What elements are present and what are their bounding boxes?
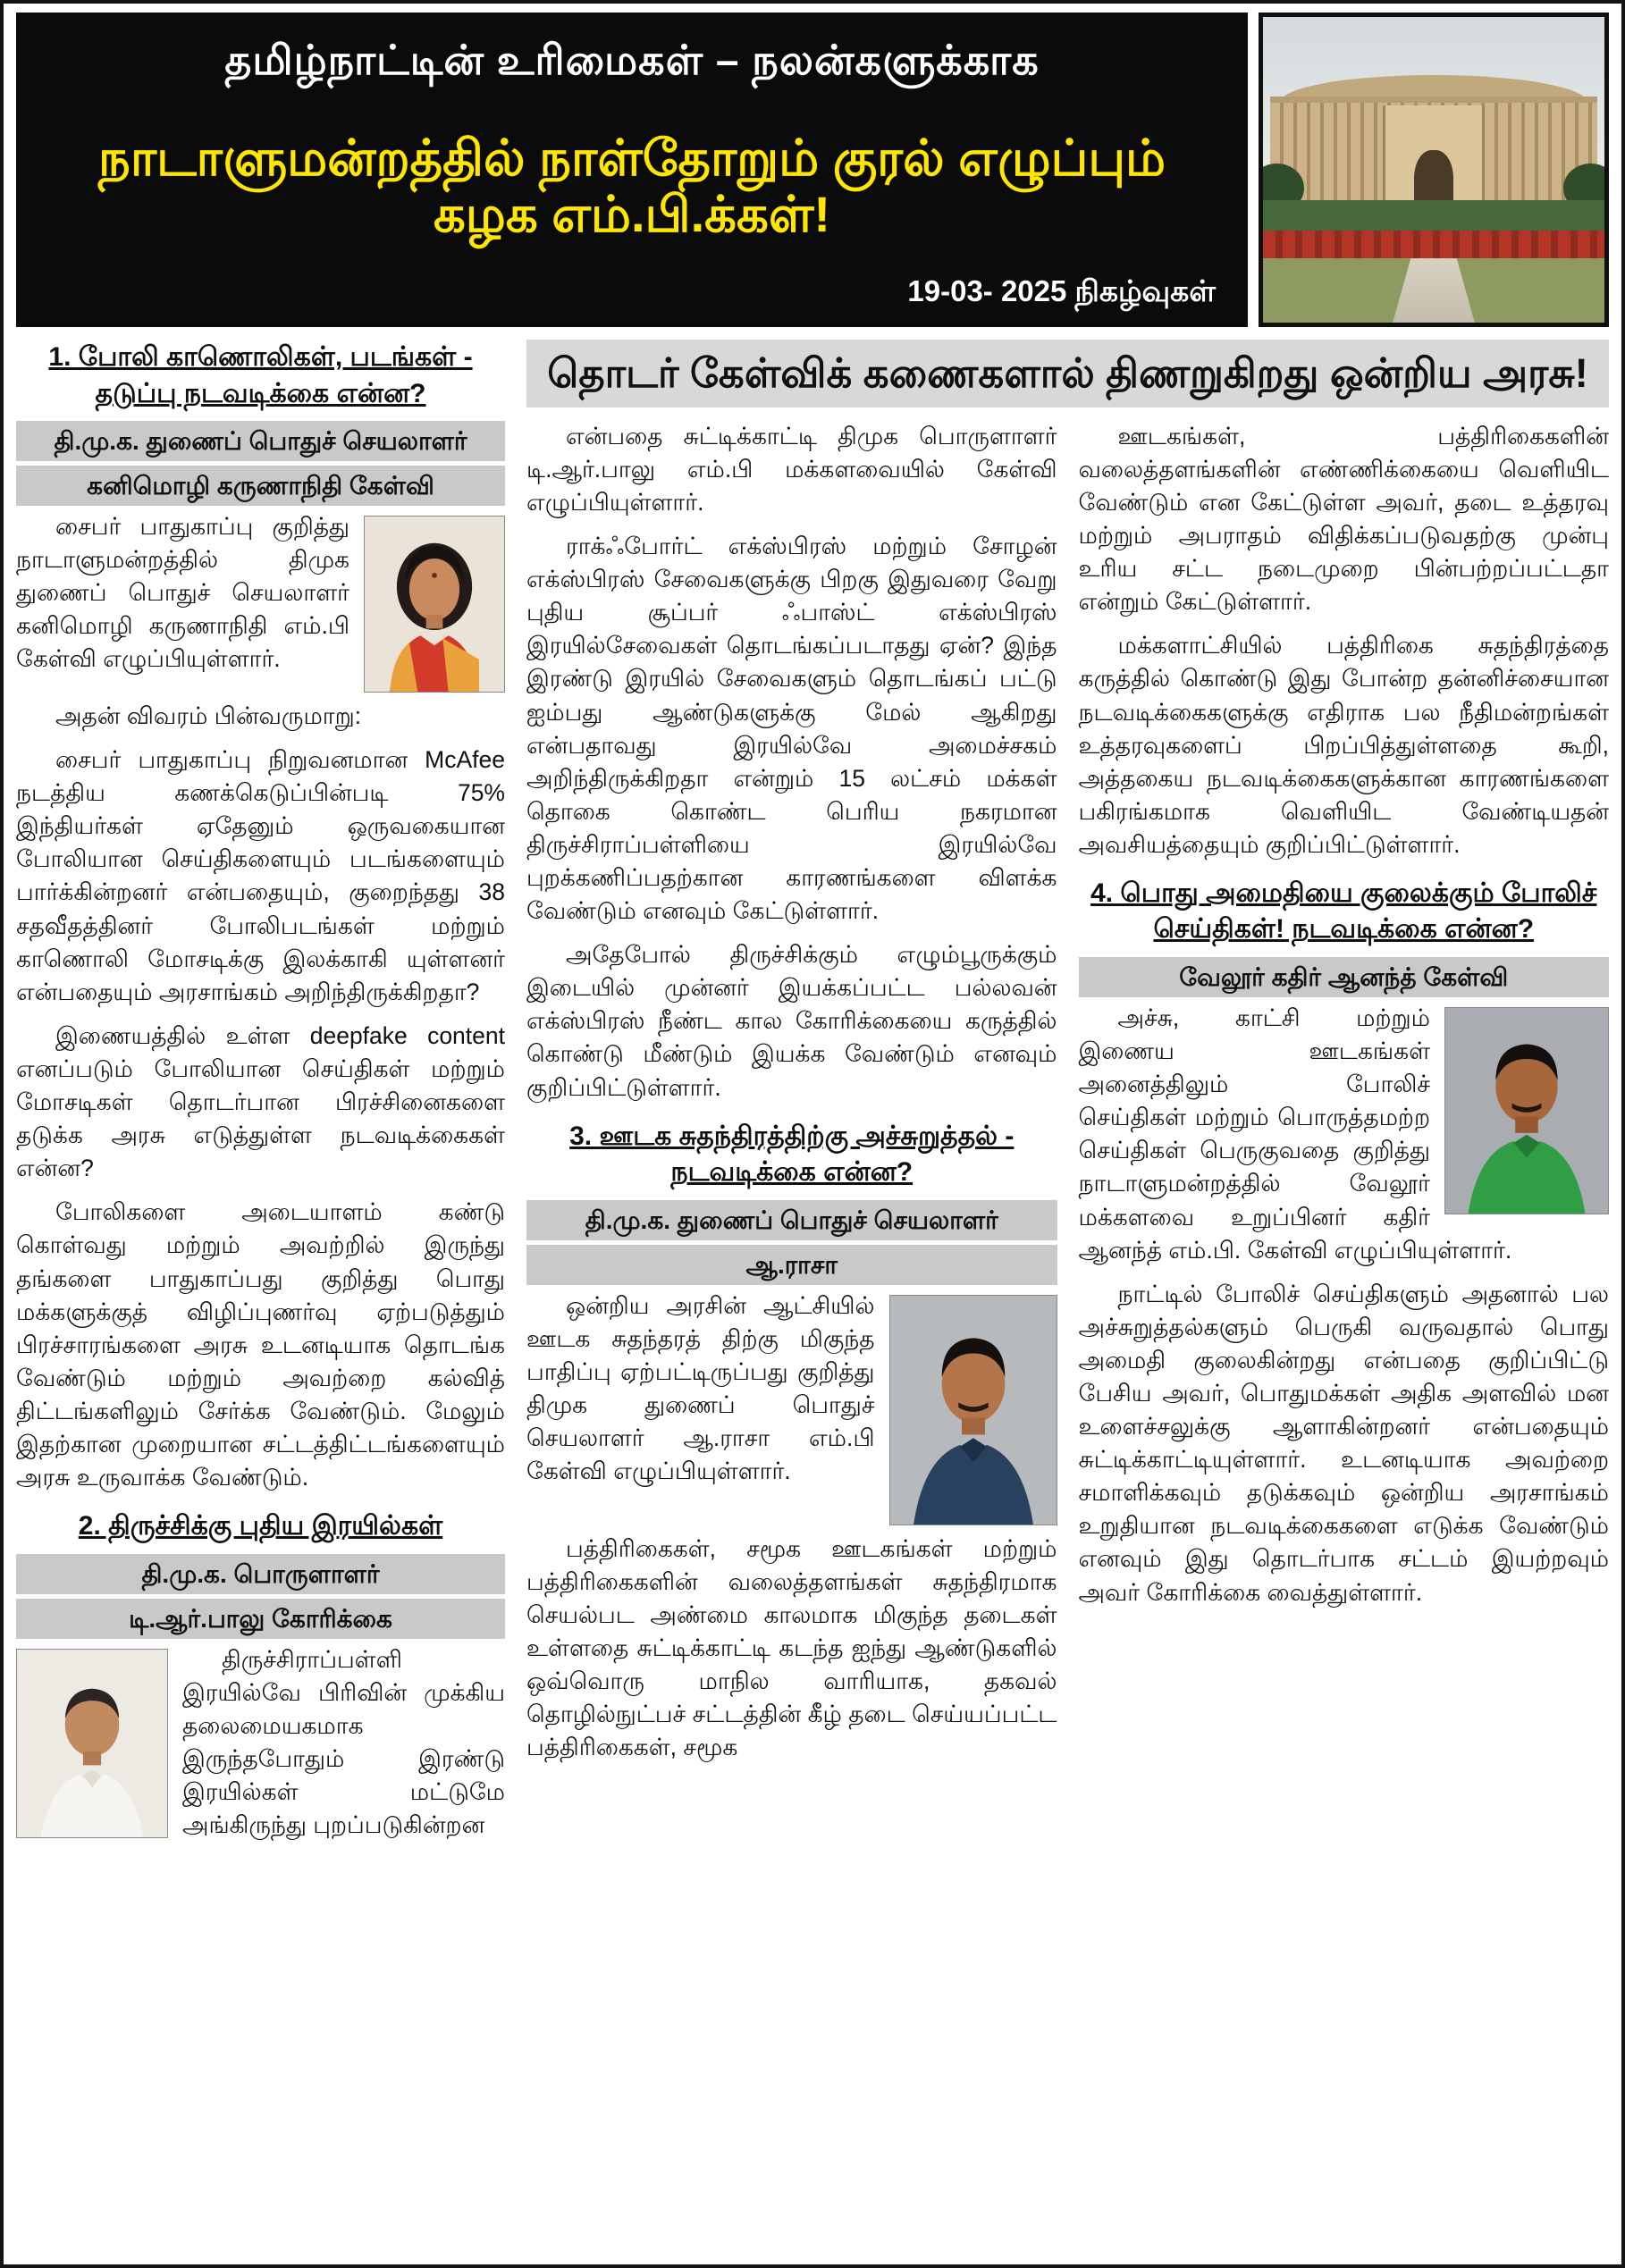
article-paragraph: ஊடகங்கள், பத்திரிகைகளின் வலைத்தளங்களின் எண்ணிக்கையை வெளியிட வேண்டும் என கேட்டுள்ள அவர், தடை உத்தரவு மற்றும் அபராதம் விதிக்கப்படுவதற்கு முன்பு உரிய சட்ட நடைமுறை பின்பற்றப்பட்டதா என்றும் கேட்டுள்ளார்.	[1078, 422, 1609, 616]
article-paragraph: சைபர் பாதுகாப்பு குறித்து நாடாளுமன்றத்தில் திமுக துணைப் பொதுச் செயலாளர் கனிமொழி கருணாநிதி எம்.பி கேள்வி எழுப்பியுள்ளார்.	[16, 513, 349, 673]
masthead-text-panel	[16, 13, 1248, 327]
portrait-illustration	[890, 1296, 1057, 1525]
question-3-byline-role: தி.மு.க. துணைப் பொதுச் செயலாளர்	[526, 1200, 1057, 1240]
question-2-heading: 2. திருச்சிக்கு புதிய இரயில்கள்	[78, 1511, 443, 1541]
masthead-date: 19-03- 2025 நிகழ்வுகள்	[907, 274, 1216, 307]
question-1-byline-role: தி.மு.க. துணைப் பொதுச் செயலாளர்	[16, 421, 505, 461]
parliament-building-photo	[1259, 13, 1609, 327]
question-2-lead-block	[16, 1643, 505, 1853]
article-paragraph: மக்களாட்சியில் பத்திரிகை சுதந்திரத்தை கருத்தில் கொண்டு இது போன்ற தன்னிச்சையான நடவடிக்கைகளுக்கு எதிராக பல நீதிமன்றங்கள் உத்தரவுகளைப் பிறப்பித்துள்ளதை கூறி, அத்தகைய நடவடிக்கைகளுக்கான காரணங்களை பகிரங்கமாக வெளியிட வேண்டியதன் அவசியத்தையும் குறிப்பிட்டுள்ளார்.	[1078, 632, 1609, 858]
question-4-heading: 4. பொது அமைதியை குலைக்கும் போலிச் செய்திகள்! நடவடிக்கை என்ன?	[1090, 878, 1597, 945]
kanimozhi-portrait	[364, 516, 505, 693]
article-paragraph: அதேபோல் திருச்சிக்கும் எழும்பூருக்கும் இடையில் முன்னர் இயக்கப்பட்ட பல்லவன் எக்ஸ்பிரஸ் நீண்ட கால கோரிக்கையை கருத்தில் கொண்டு மீண்டும் இயக்க வேண்டும் எனவும் குறிப்பிட்டுள்ளார்.	[526, 941, 1057, 1101]
masthead	[16, 13, 1609, 327]
column-3	[1079, 420, 1610, 2255]
parliament-entrance-block	[1383, 105, 1486, 213]
question-3-lead-block	[526, 1289, 1057, 1533]
article-paragraph: போலிகளை அடையாளம் கண்டு கொள்வது மற்றும் அவற்றில் இருந்து தங்களை பாதுகாப்பது குறித்து பொது மக்களுக்குத் விழிப்புணர்வு ஏற்படுத்தும் பிரச்சாரங்களை அரசு உடனடியாக தொடங்க வேண்டும் மற்றும் அவற்றை கல்வித் திட்டங்களிலும் சேர்க்க வேண்டும். மேலும் இதற்கான முறையான சட்டத்திட்டங்களையும் அரசு உருவாக்க வேண்டும்.	[16, 1198, 505, 1491]
article-paragraph: ராக்ஃபோர்ட் எக்ஸ்பிரஸ் மற்றும் சோழன் எக்ஸ்பிரஸ் சேவைகளுக்கு பிறகு இதுவரை வேறு புதிய சூப்பர் ஃபாஸ்ட் எக்ஸ்பிரஸ் இரயில்சேவைகள் தொடங்கப்படாதது ஏன்? இந்த இரண்டு இரயில் சேவைகளும் தொடங்கப் பட்டு ஐம்பது ஆண்டுகளுக்கு மேல் ஆகிறது என்பதாவது இரயில்வே அமைச்சகம் அறிந்திருக்கிறதா என்றும் 15 லட்சம் மக்கள் தொகை கொண்ட பெரிய நகரமான திருச்சிராப்பள்ளியை இரயில்வே புறக்கணிப்பதற்கான காரணங்களை விளக்க வேண்டும் எனவும் கேட்டுள்ளார்.	[526, 533, 1057, 925]
article-paragraph: நாட்டில் போலிச் செய்திகளும் அதனால் பல அச்சுறுத்தல்களும் பெருகி வருவதால் பொது அமைதி குலைகின்றது என்பதை குறிப்பிட்டு பேசிய அவர், பொதுமக்கள் அதிக அளவில் மன உளைச்சலுக்கு ஆளாகின்றனர் என்பதையும் சுட்டிக்காட்டியுள்ளார். உடனடியாக அவற்றை சமாளிக்கவும் தடுக்கவும் ஒன்றிய அரசாங்கம் உறுதியான நடவடிக்கைகளை எடுக்க வேண்டும் எனவும் இது தொடர்பாக சட்டம் இயற்றவும் அவர் கோரிக்கை வைத்துள்ளார்.	[1078, 1280, 1609, 1606]
masthead-headline: நாடாளுமன்றத்தில் நாள்தோறும் குரல் எழுப்பும் கழக எம்.பி.க்கள்!	[97, 130, 1166, 242]
question-2-byline-name: டி.ஆர்.பாலு கோரிக்கை	[16, 1599, 505, 1639]
portrait-illustration	[17, 1650, 167, 1837]
a-raja-portrait	[889, 1295, 1057, 1525]
tr-baalu-portrait	[16, 1649, 168, 1838]
question-1-byline-name: கனிமொழி கருணாநிதி கேள்வி	[16, 466, 505, 506]
question-2-byline-role: தி.மு.க. பொருளாளர்	[16, 1554, 505, 1594]
column-2	[526, 420, 1057, 2255]
question-1-heading: 1. போலி காணொலிகள், படங்கள் - தடுப்பு நடவடிக்கை என்ன?	[48, 342, 473, 408]
article-paragraph: அதன் விவரம் பின்வருமாறு:	[55, 702, 362, 729]
question-1-lead-block	[16, 510, 505, 700]
right-columns	[526, 420, 1609, 2255]
question-3-heading: 3. ஊடக சுதந்திரத்திற்கு அச்சுறுத்தல் - நடவடிக்கை என்ன?	[569, 1121, 1015, 1188]
flower-bed	[1263, 231, 1604, 258]
question-4-lead-block	[1079, 1002, 1610, 1278]
article-paragraph: பத்திரிகைகள், சமூக ஊடகங்கள் மற்றும் பத்திரிகைகளின் வலைத்தளங்கள் சுதந்திரமாக செயல்பட அண்மை காலமாக மிகுந்த தடைகள் உள்ளதை சுட்டிக்காட்டி கடந்த ஐந்து ஆண்டுகளில் ஒவ்வொரு மாநில வாரியாக, தகவல் தொழில்நுட்பச் சட்டத்தின் கீழ் தடை செய்யப்பட்ட பத்திரிகைகள், சமூக	[526, 1534, 1057, 1761]
question-3-byline-name: ஆ.ராசா	[526, 1245, 1057, 1285]
article-paragraph: என்பதை சுட்டிக்காட்டி திமுக பொருளாளர் டி.ஆர்.பாலு எம்.பி மக்களவையில் கேள்வி எழுப்பியுள்ளார்.	[526, 422, 1057, 516]
right-region	[526, 340, 1609, 2255]
column-1	[16, 340, 505, 2255]
article-paragraph: திருச்சிராப்பள்ளி இரயில்வே பிரிவின் முக்கிய தலைமையகமாக இருந்தபோதும் இரண்டு இரயில்கள் மட்டுமே அங்கிருந்து புறப்படுகின்றன	[182, 1645, 505, 1839]
article-paragraph: அச்சு, காட்சி மற்றும் இணைய ஊடகங்கள் அனைத்திலும் போலிச் செய்திகள் மற்றும் பொருத்தமற்ற செய்திகள் பெருகுவதை குறித்து நாடாளுமன்றத்தில் வேலூர் மக்களவை உறுப்பினர் கதிர் ஆனந்த் எம்.பி. கேள்வி எழுப்பியுள்ளார்.	[1078, 1004, 1512, 1264]
kathir-anand-portrait	[1444, 1007, 1609, 1214]
portrait-illustration	[365, 517, 504, 692]
question-4-byline: வேலூர் கதிர் ஆனந்த் கேள்வி	[1079, 957, 1610, 997]
portrait-illustration	[1445, 1008, 1608, 1214]
article-body	[16, 340, 1609, 2255]
article-paragraph: ஒன்றிய அரசின் ஆட்சியில் ஊடக சுதந்தரத் திற்கு மிகுந்த பாதிப்பு ஏற்பட்டிருப்பது குறித்து திமுக துணைப் பொதுச் செயலாளர் ஆ.ராசா எம்.பி கேள்வி எழுப்பியுள்ளார்.	[526, 1291, 875, 1485]
article-paragraph: சைபர் பாதுகாப்பு நிறுவனமான McAfee நடத்திய கணக்கெடுப்பின்படி 75% இந்தியர்கள் ஏதேனும் ஒருவகையான போலியான செய்திகளையும் படங்களையும் பார்க்கின்றனர் என்பதையும், குறைந்தது 38 சதவீதத்தினர் போலிபடங்கள் மற்றும் காணொலி மோசடிக்கு இலக்காகி யுள்ளனர் என்பதையும் அரசாங்கம் அறிந்திருக்கிறதா?	[16, 746, 505, 1005]
article-paragraph: இணையத்தில் உள்ள deepfake content எனப்படும் போலியான செய்திகள் மற்றும் மோசடிகள் தொடர்பான பிரச்சினைகளை தடுக்க அரசு எடுத்துள்ள நடவடிக்கைகள் என்ன?	[16, 1021, 505, 1182]
masthead-title-line1: தமிழ்நாட்டின் உரிமைகள் – நலன்களுக்காக	[224, 37, 1040, 83]
hedge	[1263, 200, 1604, 231]
main-banner-headline: தொடர் கேள்விக் கணைகளால் திணறுகிறது ஒன்றிய அரசு!	[526, 340, 1609, 407]
